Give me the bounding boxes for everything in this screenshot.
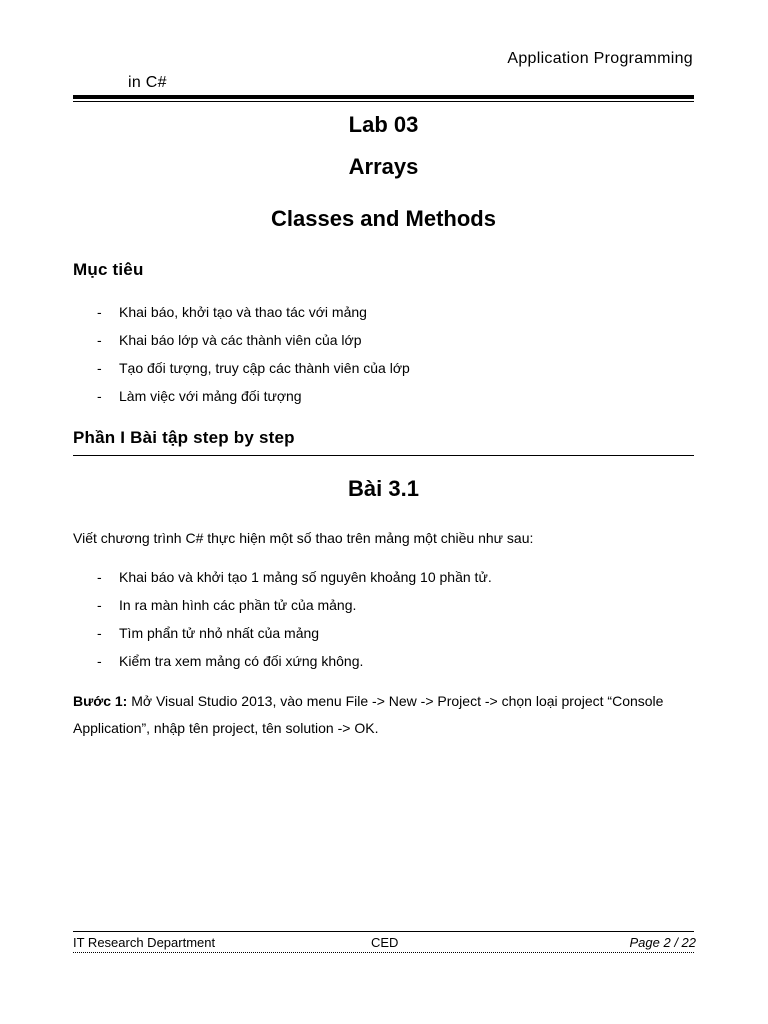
list-item (97, 298, 410, 326)
topic-classes-methods: Classes and Methods (271, 206, 496, 231)
header-title: Application Programming (507, 50, 693, 67)
list-item-text: Khai báo lớp và các thành viên của lớp (119, 332, 362, 348)
list-item (97, 382, 410, 410)
objectives-list (97, 298, 410, 410)
bullet-dash: - (97, 332, 102, 348)
bullet-dash: - (97, 625, 102, 641)
exercise-intro: Viết chương trình C# thực hiện một số thao trên mảng một chiều như sau: (73, 530, 534, 546)
step-1-label: Bước 1: (73, 693, 128, 709)
part1-heading: Phần I Bài tập step by step (73, 428, 295, 447)
list-item (97, 591, 492, 619)
lab-title: Lab 03 (348, 112, 419, 137)
bullet-dash: - (97, 653, 102, 669)
footer-page-number: Page 2 / 22 (629, 935, 696, 950)
list-item-text: Kiểm tra xem mảng có đối xứng không. (119, 653, 364, 669)
topic-arrays: Arrays (348, 154, 419, 179)
footer-department: IT Research Department (73, 935, 216, 950)
objectives-heading: Mục tiêu (73, 260, 144, 279)
header-rule-thick (73, 95, 694, 99)
footer-rule (73, 931, 694, 932)
exercise-title: Bài 3.1 (348, 476, 419, 501)
header-subtitle: in C# (128, 74, 167, 91)
list-item (97, 647, 492, 675)
bullet-dash: - (97, 569, 102, 585)
list-item-text: Tạo đối tượng, truy cập các thành viên của lớp (119, 360, 410, 376)
exercise-task-list (97, 563, 492, 675)
step-1-paragraph (73, 688, 698, 742)
list-item-text: Làm việc với mảng đối tượng (119, 388, 302, 404)
list-item-text: Tìm phẩn tử nhỏ nhất của mảng (119, 625, 320, 641)
list-item-text: Khai báo và khởi tạo 1 mảng số nguyên khoảng 10 phần tử. (119, 569, 492, 585)
list-item (97, 563, 492, 591)
list-item-text: In ra màn hình các phần tử của mảng. (119, 597, 357, 613)
bullet-dash: - (97, 388, 102, 404)
step-1-text: Mở Visual Studio 2013, vào menu File -> New -> Project -> chọn loại project “Console Application”, nhập tên project, tên solution -> OK. (73, 693, 664, 736)
list-item (97, 354, 410, 382)
header-rule-thin (73, 101, 694, 102)
list-item-text: Khai báo, khởi tạo và thao tác với mảng (119, 304, 367, 320)
footer-dotted-rule (73, 952, 694, 953)
part1-rule (73, 455, 694, 456)
bullet-dash: - (97, 360, 102, 376)
bullet-dash: - (97, 597, 102, 613)
list-item (97, 619, 492, 647)
list-item (97, 326, 410, 354)
bullet-dash: - (97, 304, 102, 320)
footer-center: CED (371, 935, 399, 950)
